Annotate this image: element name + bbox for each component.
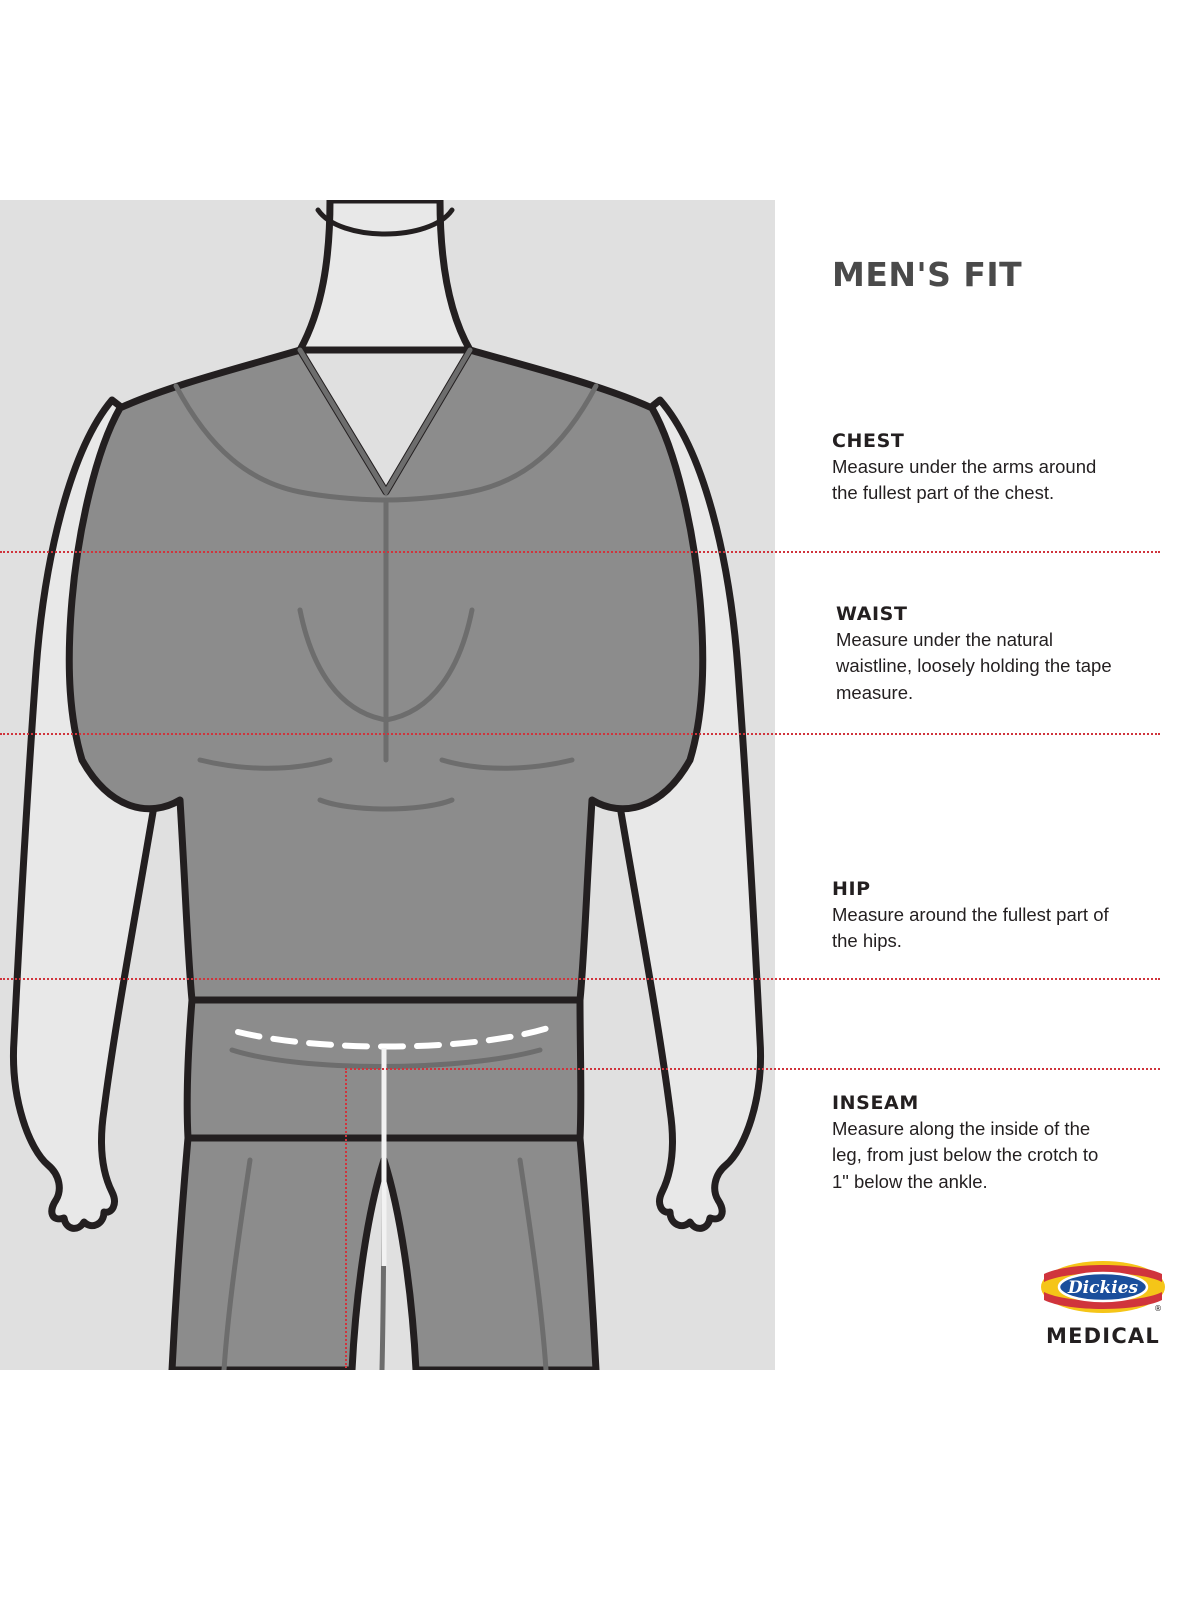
spec-inseam-body: Measure along the inside of the leg, from just below the crotch to 1" below the ankle. — [832, 1118, 1099, 1192]
svg-text:Dickies: Dickies — [1067, 1278, 1139, 1298]
fit-info-column — [832, 0, 1172, 1600]
dickies-logo-badge — [1038, 1256, 1168, 1318]
svg-text:®: ® — [1154, 1304, 1162, 1313]
figure-panel — [0, 200, 775, 1370]
spec-waist-heading: WAIST — [836, 603, 908, 625]
dickies-logo-icon — [1038, 1256, 1168, 1318]
spec-chest-heading: CHEST — [832, 430, 905, 452]
spec-chest — [832, 430, 1112, 507]
brand-logo — [1038, 1256, 1168, 1348]
spec-inseam — [832, 1092, 1112, 1195]
spec-hip-body: Measure around the fullest part of the hips. — [832, 904, 1109, 952]
spec-waist — [836, 603, 1116, 706]
brand-sub-label: MEDICAL — [1046, 1324, 1160, 1348]
spec-chest-body: Measure under the arms around the fullest part of the chest. — [832, 456, 1097, 504]
spec-hip-heading: HIP — [832, 878, 871, 900]
spec-inseam-heading: INSEAM — [832, 1092, 919, 1114]
mens-fit-illustration — [0, 200, 775, 1370]
spec-waist-body: Measure under the natural waistline, loosely holding the tape measure. — [836, 629, 1112, 703]
spec-hip — [832, 878, 1112, 955]
guide-line-inseam-vertical — [345, 1068, 347, 1368]
page-title: MEN'S FIT — [832, 255, 1023, 294]
